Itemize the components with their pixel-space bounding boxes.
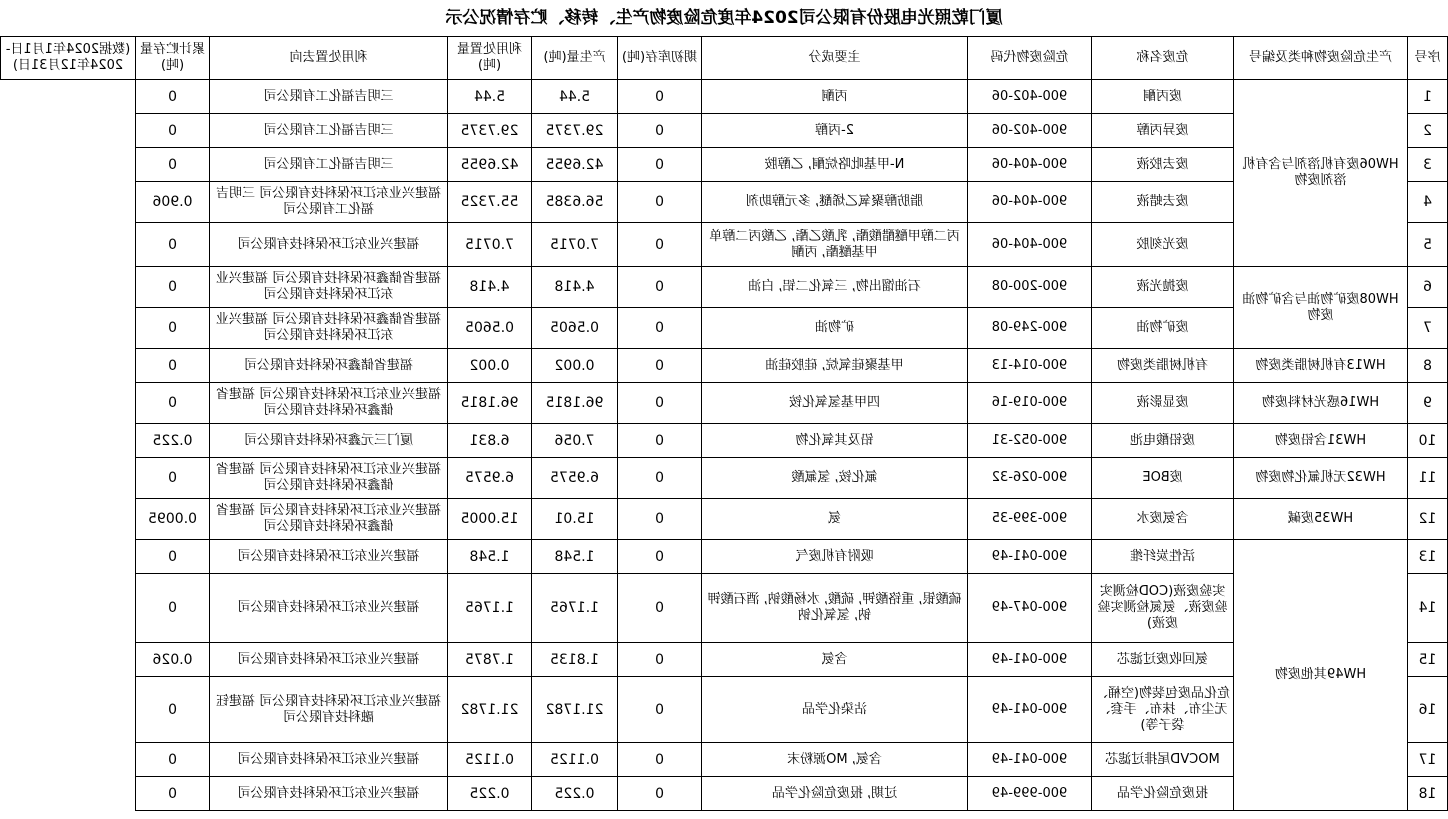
cell-produced: 7.056 <box>532 424 618 458</box>
cell-components: 吸附有机废气 <box>702 540 968 574</box>
cell-code: 900-019-16 <box>968 383 1092 424</box>
cell-destination: 福建省储鑫环保科技有限公司 福建兴业东江环保科技有限公司 <box>210 267 448 308</box>
cell-components: 过期, 报废危险化学品 <box>702 777 968 811</box>
table-row <box>1 540 1448 574</box>
cell-components: 石油馏出物, 三氧化二铝, 白油 <box>702 267 968 308</box>
cell-stock: 0 <box>136 540 210 574</box>
cell-category: HW32无机氟化物废物 <box>1234 458 1408 499</box>
table-row <box>1 777 1448 811</box>
cell-produced: 29.7375 <box>532 114 618 148</box>
cell-opening: 0 <box>618 574 702 643</box>
cell-seq: 13 <box>1408 540 1448 574</box>
cell-components: 丙二醇甲醚醋酸酯, 乳酸乙酯, 乙酸丙二醇单甲基醚酯, 丙酮 <box>702 223 968 267</box>
cell-name: 实验废液(COD检测实验废液、氨氮检测实验废液) <box>1092 574 1234 643</box>
cell-name: 废光刻胶 <box>1092 223 1234 267</box>
header-produced: 产生量(吨) <box>532 37 618 80</box>
cell-seq: 12 <box>1408 499 1448 540</box>
cell-stock: 0 <box>136 677 210 743</box>
cell-name: 废抛光液 <box>1092 267 1234 308</box>
cell-components: 含氨, MO源粉末 <box>702 743 968 777</box>
cell-seq: 2 <box>1408 114 1448 148</box>
cell-disposed: 42.6955 <box>448 148 532 182</box>
cell-produced: 5.44 <box>532 80 618 114</box>
cell-name: 废去蜡液 <box>1092 182 1234 223</box>
cell-code: 900-041-49 <box>968 540 1092 574</box>
cell-disposed: 1.1765 <box>448 574 532 643</box>
cell-name: 废铅酸电池 <box>1092 424 1234 458</box>
cell-produced: 0.002 <box>532 349 618 383</box>
header-seq: 序号 <box>1408 37 1448 80</box>
cell-components: 铅及其氧化物 <box>702 424 968 458</box>
cell-destination: 厦门三元鑫环保科技有限公司 <box>210 424 448 458</box>
header-stock: 累计贮存量(吨) <box>136 37 210 80</box>
cell-components: 硫酸银, 重铬酸钾, 硫酸, 水杨酸钠, 酒石酸钾钠, 氢氧化钠 <box>702 574 968 643</box>
cell-stock: 0.026 <box>136 643 210 677</box>
table-row <box>1 424 1448 458</box>
cell-opening: 0 <box>618 499 702 540</box>
table-row <box>1 574 1448 643</box>
cell-code: 900-404-06 <box>968 148 1092 182</box>
cell-disposed: 0.225 <box>448 777 532 811</box>
cell-seq: 1 <box>1408 80 1448 114</box>
cell-produced: 56.6385 <box>532 182 618 223</box>
cell-produced: 7.0715 <box>532 223 618 267</box>
cell-opening: 0 <box>618 424 702 458</box>
cell-destination: 福建兴业东江环保科技有限公司 <box>210 643 448 677</box>
header-components: 主要成分 <box>702 37 968 80</box>
cell-opening: 0 <box>618 458 702 499</box>
cell-category: HW35废碱 <box>1234 499 1408 540</box>
cell-disposed: 1.7875 <box>448 643 532 677</box>
cell-code: 900-404-06 <box>968 182 1092 223</box>
cell-disposed: 0.1125 <box>448 743 532 777</box>
cell-seq: 9 <box>1408 383 1448 424</box>
cell-components: 甲基聚硅氧烷, 硅胶硅油 <box>702 349 968 383</box>
cell-opening: 0 <box>618 743 702 777</box>
cell-destination: 福建兴业东江环保科技有限公司 <box>210 574 448 643</box>
cell-opening: 0 <box>618 182 702 223</box>
cell-destination: 福建兴业东江环保科技有限公司 <box>210 223 448 267</box>
cell-stock: 0 <box>136 743 210 777</box>
cell-components: N-甲基吡咯烷酮, 乙醇胺 <box>702 148 968 182</box>
table-row <box>1 182 1448 223</box>
cell-destination: 福建省储鑫环保科技有限公司 福建兴业东江环保科技有限公司 <box>210 308 448 349</box>
cell-name: 废异丙醇 <box>1092 114 1234 148</box>
cell-destination: 福建兴业东江环保科技有限公司 <box>210 743 448 777</box>
cell-opening: 0 <box>618 114 702 148</box>
cell-category: HW31含铅废物 <box>1234 424 1408 458</box>
cell-name: 含氨废水 <box>1092 499 1234 540</box>
cell-code: 900-404-06 <box>968 223 1092 267</box>
cell-disposed: 96.1815 <box>448 383 532 424</box>
cell-components: 含氨 <box>702 643 968 677</box>
table-row <box>1 643 1448 677</box>
table-row <box>1 114 1448 148</box>
header-opening: 期初库存(吨) <box>618 37 702 80</box>
cell-code: 900-041-49 <box>968 643 1092 677</box>
cell-seq: 16 <box>1408 677 1448 743</box>
cell-disposed: 15.0005 <box>448 499 532 540</box>
cell-stock: 0.0095 <box>136 499 210 540</box>
cell-seq: 14 <box>1408 574 1448 643</box>
cell-components: 沾染化学品 <box>702 677 968 743</box>
cell-produced: 42.6955 <box>532 148 618 182</box>
cell-destination: 三明吉福化工有限公司 <box>210 80 448 114</box>
cell-seq: 5 <box>1408 223 1448 267</box>
cell-produced: 0.5605 <box>532 308 618 349</box>
cell-code: 900-052-31 <box>968 424 1092 458</box>
cell-produced: 1.548 <box>532 540 618 574</box>
cell-components: 脂肪醇聚氧乙烯醚, 多元醇助剂 <box>702 182 968 223</box>
cell-disposed: 6.831 <box>448 424 532 458</box>
cell-code: 900-026-32 <box>968 458 1092 499</box>
cell-code: 900-399-35 <box>968 499 1092 540</box>
cell-disposed: 7.0715 <box>448 223 532 267</box>
cell-opening: 0 <box>618 777 702 811</box>
table-row <box>1 267 1448 308</box>
cell-components: 丙酮 <box>702 80 968 114</box>
cell-stock: 0 <box>136 267 210 308</box>
cell-category: HW49其他废物 <box>1234 540 1408 811</box>
header-disposed: 利用处置量(吨) <box>448 37 532 80</box>
cell-name: 废去胶液 <box>1092 148 1234 182</box>
cell-destination: 福建兴业东江环保科技有限公司 福建省储鑫环保科技有限公司 <box>210 499 448 540</box>
cell-opening: 0 <box>618 540 702 574</box>
cell-stock: 0 <box>136 223 210 267</box>
cell-produced: 4.418 <box>532 267 618 308</box>
cell-components: 氟化铵, 氢氟酸 <box>702 458 968 499</box>
cell-name: 活性炭纤维 <box>1092 540 1234 574</box>
header-category: 产生危险废物种类及编号 <box>1234 37 1408 80</box>
cell-opening: 0 <box>618 383 702 424</box>
cell-produced: 96.1815 <box>532 383 618 424</box>
cell-components: 四甲基氢氧化铵 <box>702 383 968 424</box>
cell-stock: 0.906 <box>136 182 210 223</box>
cell-seq: 15 <box>1408 643 1448 677</box>
cell-produced: 1.8135 <box>532 643 618 677</box>
cell-code: 900-402-06 <box>968 80 1092 114</box>
cell-seq: 7 <box>1408 308 1448 349</box>
cell-code: 900-402-06 <box>968 114 1092 148</box>
table-row <box>1 349 1448 383</box>
cell-disposed: 0.5605 <box>448 308 532 349</box>
cell-category: HW16感光材料废物 <box>1234 383 1408 424</box>
table-row <box>1 223 1448 267</box>
cell-opening: 0 <box>618 80 702 114</box>
cell-disposed: 0.002 <box>448 349 532 383</box>
cell-category: HW08废矿物油与含矿物油废物 <box>1234 267 1408 349</box>
cell-destination: 福建兴业东江环保科技有限公司 福建省储鑫环保科技有限公司 <box>210 458 448 499</box>
cell-opening: 0 <box>618 349 702 383</box>
period-note-text: (数据2024年1月1日-2024年12月31日) <box>5 42 131 73</box>
cell-seq: 11 <box>1408 458 1448 499</box>
header-row <box>1 37 1448 80</box>
cell-disposed: 5.44 <box>448 80 532 114</box>
cell-name: 废矿物油 <box>1092 308 1234 349</box>
table-row <box>1 80 1448 114</box>
cell-category: HW06废有机溶剂与含有机溶剂废物 <box>1234 80 1408 267</box>
cell-opening: 0 <box>618 267 702 308</box>
cell-opening: 0 <box>618 677 702 743</box>
table-row <box>1 499 1448 540</box>
cell-components: 矿物油 <box>702 308 968 349</box>
cell-disposed: 6.9575 <box>448 458 532 499</box>
cell-name: 废显影液 <box>1092 383 1234 424</box>
cell-name: 废BOE <box>1092 458 1234 499</box>
cell-stock: 0 <box>136 114 210 148</box>
period-note <box>1 37 136 80</box>
cell-stock: 0 <box>136 349 210 383</box>
cell-seq: 6 <box>1408 267 1448 308</box>
table-row <box>1 148 1448 182</box>
table-row <box>1 308 1448 349</box>
cell-components: 氨 <box>702 499 968 540</box>
cell-produced: 21.1782 <box>532 677 618 743</box>
cell-seq: 4 <box>1408 182 1448 223</box>
cell-stock: 0.225 <box>136 424 210 458</box>
cell-disposed: 4.418 <box>448 267 532 308</box>
cell-destination: 福建省储鑫环保科技有限公司 <box>210 349 448 383</box>
cell-produced: 1.1765 <box>532 574 618 643</box>
cell-code: 900-041-49 <box>968 743 1092 777</box>
cell-destination: 福建兴业东江环保科技有限公司 福建钰融科技有限公司 <box>210 677 448 743</box>
cell-destination: 三明吉福化工有限公司 <box>210 148 448 182</box>
cell-category: HW13有机树脂类废物 <box>1234 349 1408 383</box>
cell-disposed: 1.548 <box>448 540 532 574</box>
cell-name: 报废危险化学品 <box>1092 777 1234 811</box>
cell-code: 900-999-49 <box>968 777 1092 811</box>
cell-stock: 0 <box>136 574 210 643</box>
table-row <box>1 677 1448 743</box>
cell-stock: 0 <box>136 383 210 424</box>
cell-name: 危化品废包装物(空桶、无尘布、抹布、手套、袋子等) <box>1092 677 1234 743</box>
cell-produced: 6.9575 <box>532 458 618 499</box>
cell-opening: 0 <box>618 223 702 267</box>
header-name: 危废名称 <box>1092 37 1234 80</box>
cell-name: MOCVD尾排过滤芯 <box>1092 743 1234 777</box>
cell-opening: 0 <box>618 308 702 349</box>
cell-code: 900-047-49 <box>968 574 1092 643</box>
cell-code: 900-249-08 <box>968 308 1092 349</box>
table-row <box>1 743 1448 777</box>
header-code: 危险废物代码 <box>968 37 1092 80</box>
cell-seq: 17 <box>1408 743 1448 777</box>
hazardous-waste-table <box>0 36 1448 811</box>
cell-disposed: 21.1782 <box>448 677 532 743</box>
cell-destination: 福建兴业东江环保科技有限公司 <box>210 777 448 811</box>
cell-code: 900-014-13 <box>968 349 1092 383</box>
cell-name: 废丙酮 <box>1092 80 1234 114</box>
cell-disposed: 55.7325 <box>448 182 532 223</box>
cell-produced: 15.01 <box>532 499 618 540</box>
cell-opening: 0 <box>618 643 702 677</box>
cell-destination: 福建兴业东江环保科技有限公司 <box>210 540 448 574</box>
cell-stock: 0 <box>136 308 210 349</box>
cell-seq: 8 <box>1408 349 1448 383</box>
cell-components: 2-丙醇 <box>702 114 968 148</box>
cell-stock: 0 <box>136 777 210 811</box>
cell-stock: 0 <box>136 80 210 114</box>
cell-destination: 福建兴业东江环保科技有限公司 三明吉福化工有限公司 <box>210 182 448 223</box>
cell-seq: 10 <box>1408 424 1448 458</box>
cell-name: 氨回收废过滤芯 <box>1092 643 1234 677</box>
cell-disposed: 29.7375 <box>448 114 532 148</box>
header-destination: 利用处置去向 <box>210 37 448 80</box>
cell-seq: 3 <box>1408 148 1448 182</box>
table-row <box>1 383 1448 424</box>
table-row <box>1 458 1448 499</box>
cell-opening: 0 <box>618 148 702 182</box>
cell-code: 900-200-08 <box>968 267 1092 308</box>
page-title: 厦门乾照光电股份有限公司2024年度危险废物产生、转移、贮存情况公示 <box>445 8 1003 28</box>
cell-stock: 0 <box>136 148 210 182</box>
cell-destination: 福建兴业东江环保科技有限公司 福建省储鑫环保科技有限公司 <box>210 383 448 424</box>
cell-produced: 0.225 <box>532 777 618 811</box>
cell-destination: 三明吉福化工有限公司 <box>210 114 448 148</box>
cell-stock: 0 <box>136 458 210 499</box>
cell-name: 有机树脂类废物 <box>1092 349 1234 383</box>
cell-produced: 0.1125 <box>532 743 618 777</box>
cell-seq: 18 <box>1408 777 1448 811</box>
cell-code: 900-041-49 <box>968 677 1092 743</box>
